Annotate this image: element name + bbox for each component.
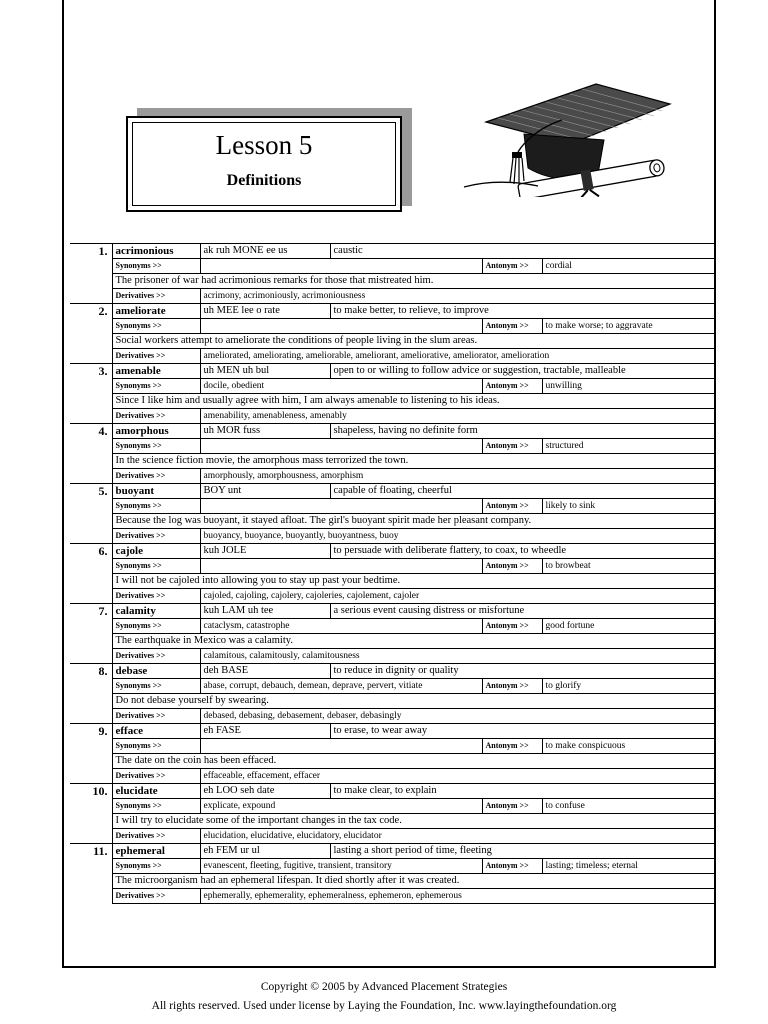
entry-definition: lasting a short period of time, fleeting xyxy=(330,844,715,859)
entry-sentence-row xyxy=(70,334,715,349)
entry-sentence: I will try to elucidate some of the important changes in the tax code. xyxy=(112,814,715,829)
entry-word-row xyxy=(70,844,715,859)
entry-word: amenable xyxy=(112,364,200,379)
antonym-label: Antonym >> xyxy=(482,799,542,814)
entry-sentence-row xyxy=(70,274,715,289)
lesson-title: Lesson 5 xyxy=(215,130,313,160)
antonym-label: Antonym >> xyxy=(482,319,542,334)
entry-pronunciation: eh FASE xyxy=(200,724,330,739)
entry-sentence-row xyxy=(70,634,715,649)
entry-pronunciation: uh MEE lee o rate xyxy=(200,304,330,319)
entry-word: ephemeral xyxy=(112,844,200,859)
entry-pronunciation: deh BASE xyxy=(200,664,330,679)
entry-word-row xyxy=(70,304,715,319)
entry-derivatives-row xyxy=(70,769,715,784)
entry-synonym-row xyxy=(70,859,715,874)
entry-synonym-row xyxy=(70,379,715,394)
entry-number: 8. xyxy=(70,664,112,724)
entry-derivatives: amenability, amenableness, amenably xyxy=(200,409,715,424)
entry-synonym-row xyxy=(70,499,715,514)
entry-antonym: good fortune xyxy=(542,619,715,634)
entry-sentence: The prisoner of war had acrimonious remarks for those that mistreated him. xyxy=(112,274,715,289)
entry-word: debase xyxy=(112,664,200,679)
synonyms-label: Synonyms >> xyxy=(112,559,200,574)
entry-antonym: structured xyxy=(542,439,715,454)
entry-derivatives-row xyxy=(70,289,715,304)
synonyms-label: Synonyms >> xyxy=(112,859,200,874)
entry-number: 2. xyxy=(70,304,112,364)
entry-definition: to persuade with deliberate flattery, to coax, to wheedle xyxy=(330,544,715,559)
entry-antonym: lasting; timeless; eternal xyxy=(542,859,715,874)
entry-definition: a serious event causing distress or misfortune xyxy=(330,604,715,619)
entry-synonym-row xyxy=(70,439,715,454)
entry-derivatives: elucidation, elucidative, elucidatory, elucidator xyxy=(200,829,715,844)
entry-derivatives-row xyxy=(70,829,715,844)
entry-word-row xyxy=(70,664,715,679)
entry-word: elucidate xyxy=(112,784,200,799)
entry-synonym-row xyxy=(70,739,715,754)
antonym-label: Antonym >> xyxy=(482,499,542,514)
antonym-label: Antonym >> xyxy=(482,679,542,694)
entry-sentence: Social workers attempt to ameliorate the conditions of people living in the slum areas. xyxy=(112,334,715,349)
antonym-label: Antonym >> xyxy=(482,619,542,634)
graduation-cap-icon xyxy=(458,82,678,197)
entry-word-row xyxy=(70,484,715,499)
entry-antonym: to browbeat xyxy=(542,559,715,574)
entry-sentence-row xyxy=(70,814,715,829)
entry-synonym-row xyxy=(70,799,715,814)
title-box xyxy=(126,116,402,212)
entry-number: 5. xyxy=(70,484,112,544)
entry-synonyms xyxy=(200,739,482,754)
entry-sentence-row xyxy=(70,454,715,469)
derivatives-label: Derivatives >> xyxy=(112,769,200,784)
entry-pronunciation: eh FEM ur ul xyxy=(200,844,330,859)
derivatives-label: Derivatives >> xyxy=(112,289,200,304)
entry-derivatives: buoyancy, buoyance, buoyantly, buoyantness, buoy xyxy=(200,529,715,544)
entry-word: ameliorate xyxy=(112,304,200,319)
entry-word: acrimonious xyxy=(112,244,200,259)
entry-synonyms: abase, corrupt, debauch, demean, deprave, pervert, vitiate xyxy=(200,679,482,694)
entry-derivatives: amorphously, amorphousness, amorphism xyxy=(200,469,715,484)
entry-synonyms xyxy=(200,559,482,574)
antonym-label: Antonym >> xyxy=(482,859,542,874)
entry-derivatives-row xyxy=(70,529,715,544)
entry-derivatives-row xyxy=(70,469,715,484)
entry-sentence: Do not debase yourself by swearing. xyxy=(112,694,715,709)
synonyms-label: Synonyms >> xyxy=(112,379,200,394)
entry-definition: to make better, to relieve, to improve xyxy=(330,304,715,319)
vocabulary-table xyxy=(70,243,716,904)
entry-sentence: The microorganism had an ephemeral lifespan. It died shortly after it was created. xyxy=(112,874,715,889)
entry-antonym: to make worse; to aggravate xyxy=(542,319,715,334)
license-line: All rights reserved. Used under license by Laying the Foundation, Inc. www.layingthefoundation.org xyxy=(151,1000,617,1012)
entry-pronunciation: kuh JOLE xyxy=(200,544,330,559)
derivatives-label: Derivatives >> xyxy=(112,469,200,484)
entry-number: 1. xyxy=(70,244,112,304)
entry-definition: open to or willing to follow advice or suggestion, tractable, malleable xyxy=(330,364,715,379)
antonym-label: Antonym >> xyxy=(482,739,542,754)
page-footer xyxy=(0,978,768,1016)
entry-synonyms xyxy=(200,259,482,274)
entry-number: 10. xyxy=(70,784,112,844)
entry-sentence-row xyxy=(70,394,715,409)
synonyms-label: Synonyms >> xyxy=(112,499,200,514)
entry-word-row xyxy=(70,724,715,739)
entry-word-row xyxy=(70,604,715,619)
entry-definition: caustic xyxy=(330,244,715,259)
entry-synonym-row xyxy=(70,319,715,334)
entry-antonym: cordial xyxy=(542,259,715,274)
entry-derivatives: acrimony, acrimoniously, acrimoniousness xyxy=(200,289,715,304)
entry-word-row xyxy=(70,784,715,799)
entry-word-row xyxy=(70,364,715,379)
entry-word-row xyxy=(70,244,715,259)
entry-derivatives-row xyxy=(70,409,715,424)
entry-sentence-row xyxy=(70,694,715,709)
entry-antonym: unwilling xyxy=(542,379,715,394)
entry-synonyms: docile, obedient xyxy=(200,379,482,394)
entry-number: 11. xyxy=(70,844,112,904)
entry-antonym: likely to sink xyxy=(542,499,715,514)
entry-sentence-row xyxy=(70,574,715,589)
derivatives-label: Derivatives >> xyxy=(112,709,200,724)
entry-word: cajole xyxy=(112,544,200,559)
entry-derivatives-row xyxy=(70,349,715,364)
synonyms-label: Synonyms >> xyxy=(112,799,200,814)
derivatives-label: Derivatives >> xyxy=(112,589,200,604)
entry-word: efface xyxy=(112,724,200,739)
entry-sentence: Because the log was buoyant, it stayed afloat. The girl's buoyant spirit made her pleasant company. xyxy=(112,514,715,529)
entry-definition: capable of floating, cheerful xyxy=(330,484,715,499)
entry-synonym-row xyxy=(70,619,715,634)
entry-sentence: The date on the coin has been effaced. xyxy=(112,754,715,769)
entry-pronunciation: eh LOO seh date xyxy=(200,784,330,799)
entry-word-row xyxy=(70,424,715,439)
entry-sentence-row xyxy=(70,514,715,529)
entry-derivatives-row xyxy=(70,889,715,904)
entry-synonyms: evanescent, fleeting, fugitive, transient, transitory xyxy=(200,859,482,874)
entry-sentence: I will not be cajoled into allowing you to stay up past your bedtime. xyxy=(112,574,715,589)
entry-antonym: to confuse xyxy=(542,799,715,814)
entry-synonyms xyxy=(200,439,482,454)
entry-derivatives-row xyxy=(70,589,715,604)
synonyms-label: Synonyms >> xyxy=(112,319,200,334)
entry-word: calamity xyxy=(112,604,200,619)
entry-derivatives: cajoled, cajoling, cajolery, cajoleries, cajolement, cajoler xyxy=(200,589,715,604)
entry-number: 9. xyxy=(70,724,112,784)
entry-number: 7. xyxy=(70,604,112,664)
entry-sentence: The earthquake in Mexico was a calamity. xyxy=(112,634,715,649)
antonym-label: Antonym >> xyxy=(482,559,542,574)
entry-synonyms xyxy=(200,499,482,514)
entry-word: amorphous xyxy=(112,424,200,439)
derivatives-label: Derivatives >> xyxy=(112,829,200,844)
lesson-subtitle: Definitions xyxy=(226,172,302,189)
entry-word-row xyxy=(70,544,715,559)
antonym-label: Antonym >> xyxy=(482,379,542,394)
antonym-label: Antonym >> xyxy=(482,259,542,274)
entry-antonym: to glorify xyxy=(542,679,715,694)
entry-pronunciation: uh MOR fuss xyxy=(200,424,330,439)
entry-derivatives: ameliorated, ameliorating, ameliorable, ameliorant, ameliorative, ameliorator, amelioration xyxy=(200,349,715,364)
derivatives-label: Derivatives >> xyxy=(112,349,200,364)
entry-synonyms: explicate, expound xyxy=(200,799,482,814)
copyright-line: Copyright © 2005 by Advanced Placement Strategies xyxy=(260,981,508,993)
entry-derivatives: ephemerally, ephemerality, ephemeralness, ephemeron, ephemerous xyxy=(200,889,715,904)
derivatives-label: Derivatives >> xyxy=(112,889,200,904)
entry-pronunciation: ak ruh MONE ee us xyxy=(200,244,330,259)
synonyms-label: Synonyms >> xyxy=(112,259,200,274)
entry-number: 4. xyxy=(70,424,112,484)
entry-derivatives-row xyxy=(70,649,715,664)
synonyms-label: Synonyms >> xyxy=(112,679,200,694)
entry-derivatives: debased, debasing, debasement, debaser, debasingly xyxy=(200,709,715,724)
derivatives-label: Derivatives >> xyxy=(112,649,200,664)
derivatives-label: Derivatives >> xyxy=(112,529,200,544)
entry-synonyms: cataclysm, catastrophe xyxy=(200,619,482,634)
entry-definition: to make clear, to explain xyxy=(330,784,715,799)
entry-synonym-row xyxy=(70,559,715,574)
entry-derivatives-row xyxy=(70,709,715,724)
entry-synonyms xyxy=(200,319,482,334)
entry-pronunciation: BOY unt xyxy=(200,484,330,499)
synonyms-label: Synonyms >> xyxy=(112,739,200,754)
entry-pronunciation: kuh LAM uh tee xyxy=(200,604,330,619)
entry-synonym-row xyxy=(70,679,715,694)
entry-number: 6. xyxy=(70,544,112,604)
entry-sentence: Since I like him and usually agree with him, I am always amenable to listening to his ideas. xyxy=(112,394,715,409)
synonyms-label: Synonyms >> xyxy=(112,619,200,634)
entry-antonym: to make conspicuous xyxy=(542,739,715,754)
entry-word: buoyant xyxy=(112,484,200,499)
entry-definition: to reduce in dignity or quality xyxy=(330,664,715,679)
antonym-label: Antonym >> xyxy=(482,439,542,454)
entry-number: 3. xyxy=(70,364,112,424)
entry-derivatives: effaceable, effacement, effacer xyxy=(200,769,715,784)
entry-sentence: In the science fiction movie, the amorphous mass terrorized the town. xyxy=(112,454,715,469)
entry-synonym-row xyxy=(70,259,715,274)
entry-derivatives: calamitous, calamitously, calamitousness xyxy=(200,649,715,664)
entry-sentence-row xyxy=(70,754,715,769)
entry-pronunciation: uh MEN uh bul xyxy=(200,364,330,379)
entry-definition: to erase, to wear away xyxy=(330,724,715,739)
derivatives-label: Derivatives >> xyxy=(112,409,200,424)
synonyms-label: Synonyms >> xyxy=(112,439,200,454)
entry-definition: shapeless, having no definite form xyxy=(330,424,715,439)
entry-sentence-row xyxy=(70,874,715,889)
